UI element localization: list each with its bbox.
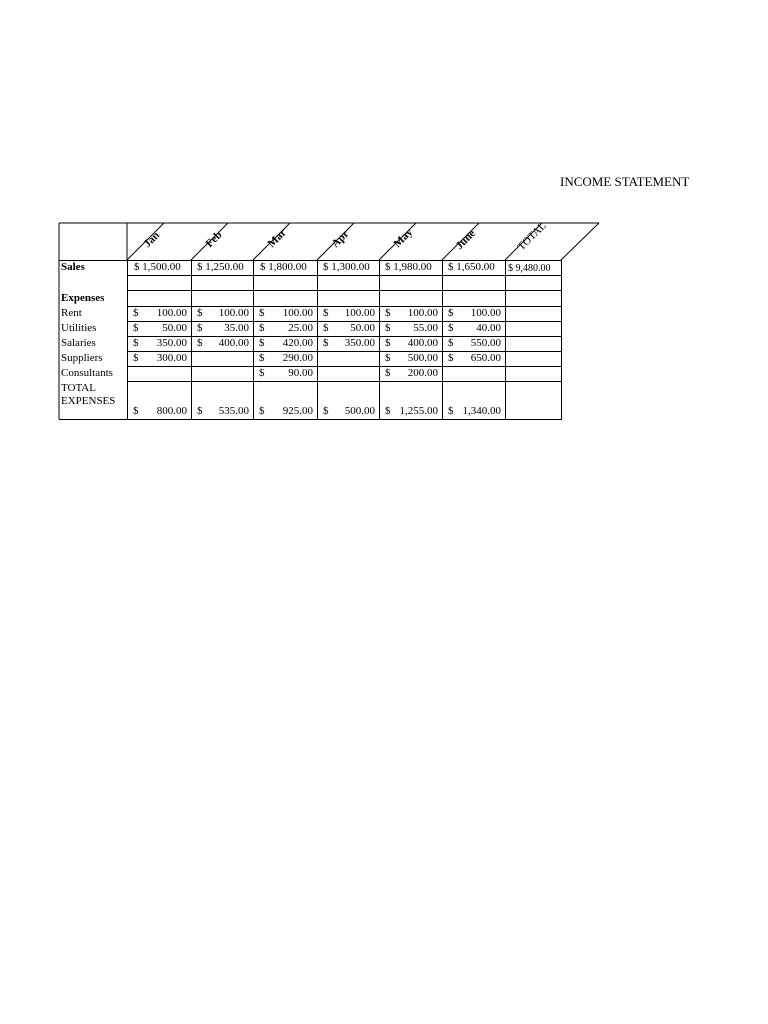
currency-symbol: $ bbox=[259, 337, 265, 349]
total-expenses-label-line2: EXPENSES bbox=[61, 395, 116, 407]
currency-symbol: $ bbox=[323, 322, 329, 334]
currency-symbol: $ bbox=[385, 367, 391, 379]
total-expenses-cell[interactable]: 535.00 bbox=[218, 405, 249, 417]
month-header-jan: Jan bbox=[141, 229, 163, 250]
currency-symbol: $ bbox=[448, 337, 454, 349]
grid-line bbox=[442, 260, 443, 419]
total-header: TOTAL bbox=[515, 219, 549, 253]
grid-line bbox=[127, 381, 562, 382]
grid-line bbox=[59, 419, 562, 420]
grid-line bbox=[191, 260, 192, 419]
expense-row-label: Suppliers bbox=[61, 352, 103, 364]
total-expenses-cell[interactable]: 500.00 bbox=[344, 405, 375, 417]
currency-symbol: $ bbox=[385, 322, 391, 334]
currency-symbol: $ bbox=[385, 352, 391, 364]
currency-symbol: $ bbox=[259, 322, 265, 334]
total-expenses-label-line1: TOTAL bbox=[61, 382, 96, 394]
currency-symbol: $ bbox=[448, 352, 454, 364]
currency-symbol: $ bbox=[133, 337, 139, 349]
sales-cell[interactable]: $ 1,980.00 bbox=[385, 261, 432, 273]
grid-line bbox=[127, 290, 562, 291]
currency-symbol: $ bbox=[197, 307, 203, 319]
expense-cell[interactable]: 650.00 bbox=[470, 352, 501, 364]
total-expenses-cell[interactable]: 1,255.00 bbox=[399, 405, 438, 417]
grid-line bbox=[317, 260, 318, 419]
currency-symbol: $ bbox=[385, 405, 391, 417]
currency-symbol: $ bbox=[448, 307, 454, 319]
month-header-feb: Feb bbox=[203, 228, 225, 250]
grid-line bbox=[253, 260, 254, 419]
month-header-apr: Apr bbox=[329, 228, 352, 250]
grid-line bbox=[561, 260, 562, 419]
currency-symbol: $ bbox=[133, 352, 139, 364]
sales-cell[interactable]: $ 1,250.00 bbox=[197, 261, 244, 273]
currency-symbol: $ bbox=[385, 307, 391, 319]
sales-cell[interactable]: $ 1,500.00 bbox=[134, 261, 181, 273]
grid-line bbox=[505, 260, 506, 419]
currency-symbol: $ bbox=[259, 405, 265, 417]
expense-row-label: Utilities bbox=[61, 322, 97, 334]
expense-cell[interactable]: 400.00 bbox=[407, 337, 438, 349]
grid-line bbox=[127, 260, 128, 419]
expense-cell[interactable]: 40.00 bbox=[476, 322, 501, 334]
expense-cell[interactable]: 300.00 bbox=[156, 352, 187, 364]
expense-cell[interactable]: 350.00 bbox=[344, 337, 375, 349]
expense-cell[interactable]: 35.00 bbox=[224, 322, 249, 334]
currency-symbol: $ bbox=[385, 337, 391, 349]
expense-cell[interactable]: 400.00 bbox=[218, 337, 249, 349]
grid-line bbox=[127, 366, 562, 367]
expense-cell[interactable]: 350.00 bbox=[156, 337, 187, 349]
sales-cell[interactable]: $ 1,800.00 bbox=[260, 261, 307, 273]
expense-cell[interactable]: 90.00 bbox=[288, 367, 313, 379]
expense-cell[interactable]: 55.00 bbox=[413, 322, 438, 334]
expense-row-label: Consultants bbox=[61, 367, 113, 379]
expense-cell[interactable]: 100.00 bbox=[156, 307, 187, 319]
month-header-mar: Mar bbox=[265, 226, 289, 250]
expense-cell[interactable]: 100.00 bbox=[344, 307, 375, 319]
expense-cell[interactable]: 200.00 bbox=[407, 367, 438, 379]
currency-symbol: $ bbox=[259, 352, 265, 364]
expense-cell[interactable]: 420.00 bbox=[282, 337, 313, 349]
currency-symbol: $ bbox=[133, 307, 139, 319]
expense-cell[interactable]: 550.00 bbox=[470, 337, 501, 349]
page-title: INCOME STATEMENT bbox=[560, 174, 690, 189]
currency-symbol: $ bbox=[197, 405, 203, 417]
sales-total-cell[interactable]: $ 9,480.00 bbox=[508, 263, 551, 274]
currency-symbol: $ bbox=[259, 307, 265, 319]
grid-line bbox=[379, 260, 380, 419]
sales-label: Sales bbox=[61, 261, 85, 273]
expense-row-label: Salaries bbox=[61, 337, 96, 349]
total-expenses-cell[interactable]: 1,340.00 bbox=[462, 405, 501, 417]
month-header-may: May bbox=[391, 226, 416, 250]
expense-cell[interactable]: 50.00 bbox=[162, 322, 187, 334]
total-expenses-cell[interactable]: 925.00 bbox=[282, 405, 313, 417]
sales-cell[interactable]: $ 1,300.00 bbox=[323, 261, 370, 273]
expense-cell[interactable]: 50.00 bbox=[350, 322, 375, 334]
currency-symbol: $ bbox=[197, 337, 203, 349]
sales-cell[interactable]: $ 1,650.00 bbox=[448, 261, 495, 273]
expense-cell[interactable]: 100.00 bbox=[218, 307, 249, 319]
expenses-section-label: Expenses bbox=[61, 292, 105, 304]
expense-cell[interactable]: 25.00 bbox=[288, 322, 313, 334]
currency-symbol: $ bbox=[448, 322, 454, 334]
expense-cell[interactable]: 500.00 bbox=[407, 352, 438, 364]
currency-symbol: $ bbox=[323, 337, 329, 349]
expense-cell[interactable]: 100.00 bbox=[407, 307, 438, 319]
currency-symbol: $ bbox=[259, 367, 265, 379]
expense-cell[interactable]: 100.00 bbox=[282, 307, 313, 319]
total-expenses-cell[interactable]: 800.00 bbox=[156, 405, 187, 417]
expense-row-label: Rent bbox=[61, 307, 82, 319]
grid-line bbox=[127, 275, 562, 276]
expense-cell[interactable]: 290.00 bbox=[282, 352, 313, 364]
currency-symbol: $ bbox=[133, 322, 139, 334]
currency-symbol: $ bbox=[323, 307, 329, 319]
currency-symbol: $ bbox=[197, 322, 203, 334]
currency-symbol: $ bbox=[133, 405, 139, 417]
expense-cell[interactable]: 100.00 bbox=[470, 307, 501, 319]
currency-symbol: $ bbox=[448, 405, 454, 417]
currency-symbol: $ bbox=[323, 405, 329, 417]
month-header-june: June bbox=[453, 227, 478, 252]
